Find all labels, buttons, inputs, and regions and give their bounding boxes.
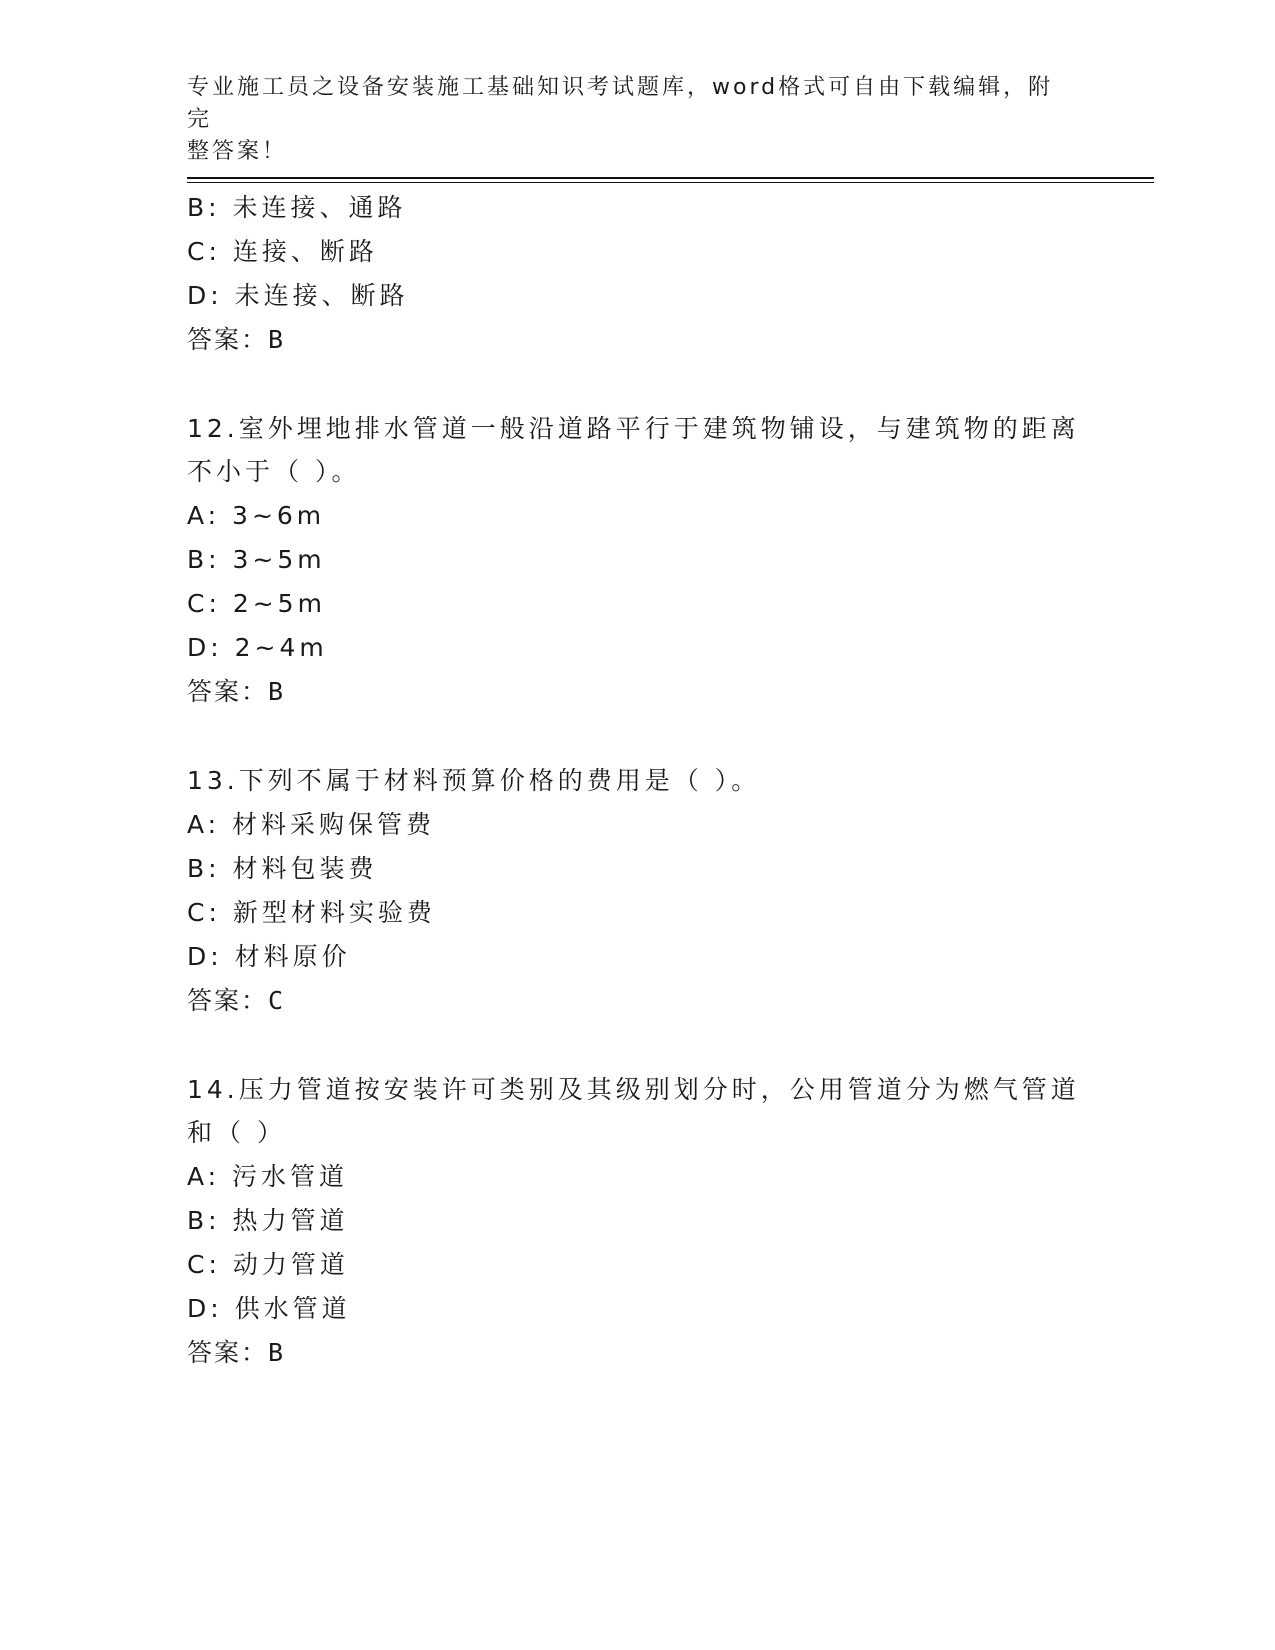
q11-option-b: B: 未连接、通路	[187, 193, 407, 222]
q11-option-d: D: 未连接、断路	[187, 281, 409, 310]
q12-option-a: A: 3~6m	[187, 501, 326, 530]
q14-stem-line-2: 和（ ）	[187, 1118, 286, 1147]
q14-option-a: A: 污水管道	[187, 1162, 349, 1191]
header-line-1: 专业施工员之设备安装施工基础知识考试题库，word格式可自由下载编辑，附完	[187, 75, 1054, 132]
q14-answer: 答案：B	[187, 1338, 286, 1367]
q12-answer: 答案：B	[187, 677, 286, 706]
q12-option-c: C: 2~5m	[187, 589, 326, 618]
q13-option-d: D: 材料原价	[187, 942, 351, 971]
q12-stem-line-1: 12.室外埋地排水管道一般沿道路平行于建筑物铺设，与建筑物的距离	[187, 414, 1080, 443]
q12-stem-line-2: 不小于（ ）。	[187, 457, 361, 486]
q14-stem-line-1: 14.压力管道按安装许可类别及其级别划分时，公用管道分为燃气管道	[187, 1075, 1080, 1104]
q13-stem: 13.下列不属于材料预算价格的费用是（ ）。	[187, 766, 761, 795]
q14-option-b: B: 热力管道	[187, 1206, 349, 1235]
q13-answer: 答案：C	[187, 986, 286, 1015]
header-line-2: 整答案！	[187, 139, 288, 164]
document-header	[187, 72, 1067, 168]
q12-option-d: D: 2~4m	[187, 633, 328, 662]
q14-option-c: C: 动力管道	[187, 1250, 349, 1279]
q13-option-b: B: 材料包装费	[187, 854, 378, 883]
q11-option-c: C: 连接、断路	[187, 237, 378, 266]
q14-option-d: D: 供水管道	[187, 1294, 351, 1323]
q12-option-b: B: 3~5m	[187, 545, 326, 574]
q11-answer: 答案：B	[187, 325, 286, 354]
q13-option-c: C: 新型材料实验费	[187, 898, 436, 927]
q13-option-a: A: 材料采购保管费	[187, 810, 436, 839]
header-rule-bottom	[187, 182, 1154, 183]
header-rule-top	[187, 177, 1154, 179]
